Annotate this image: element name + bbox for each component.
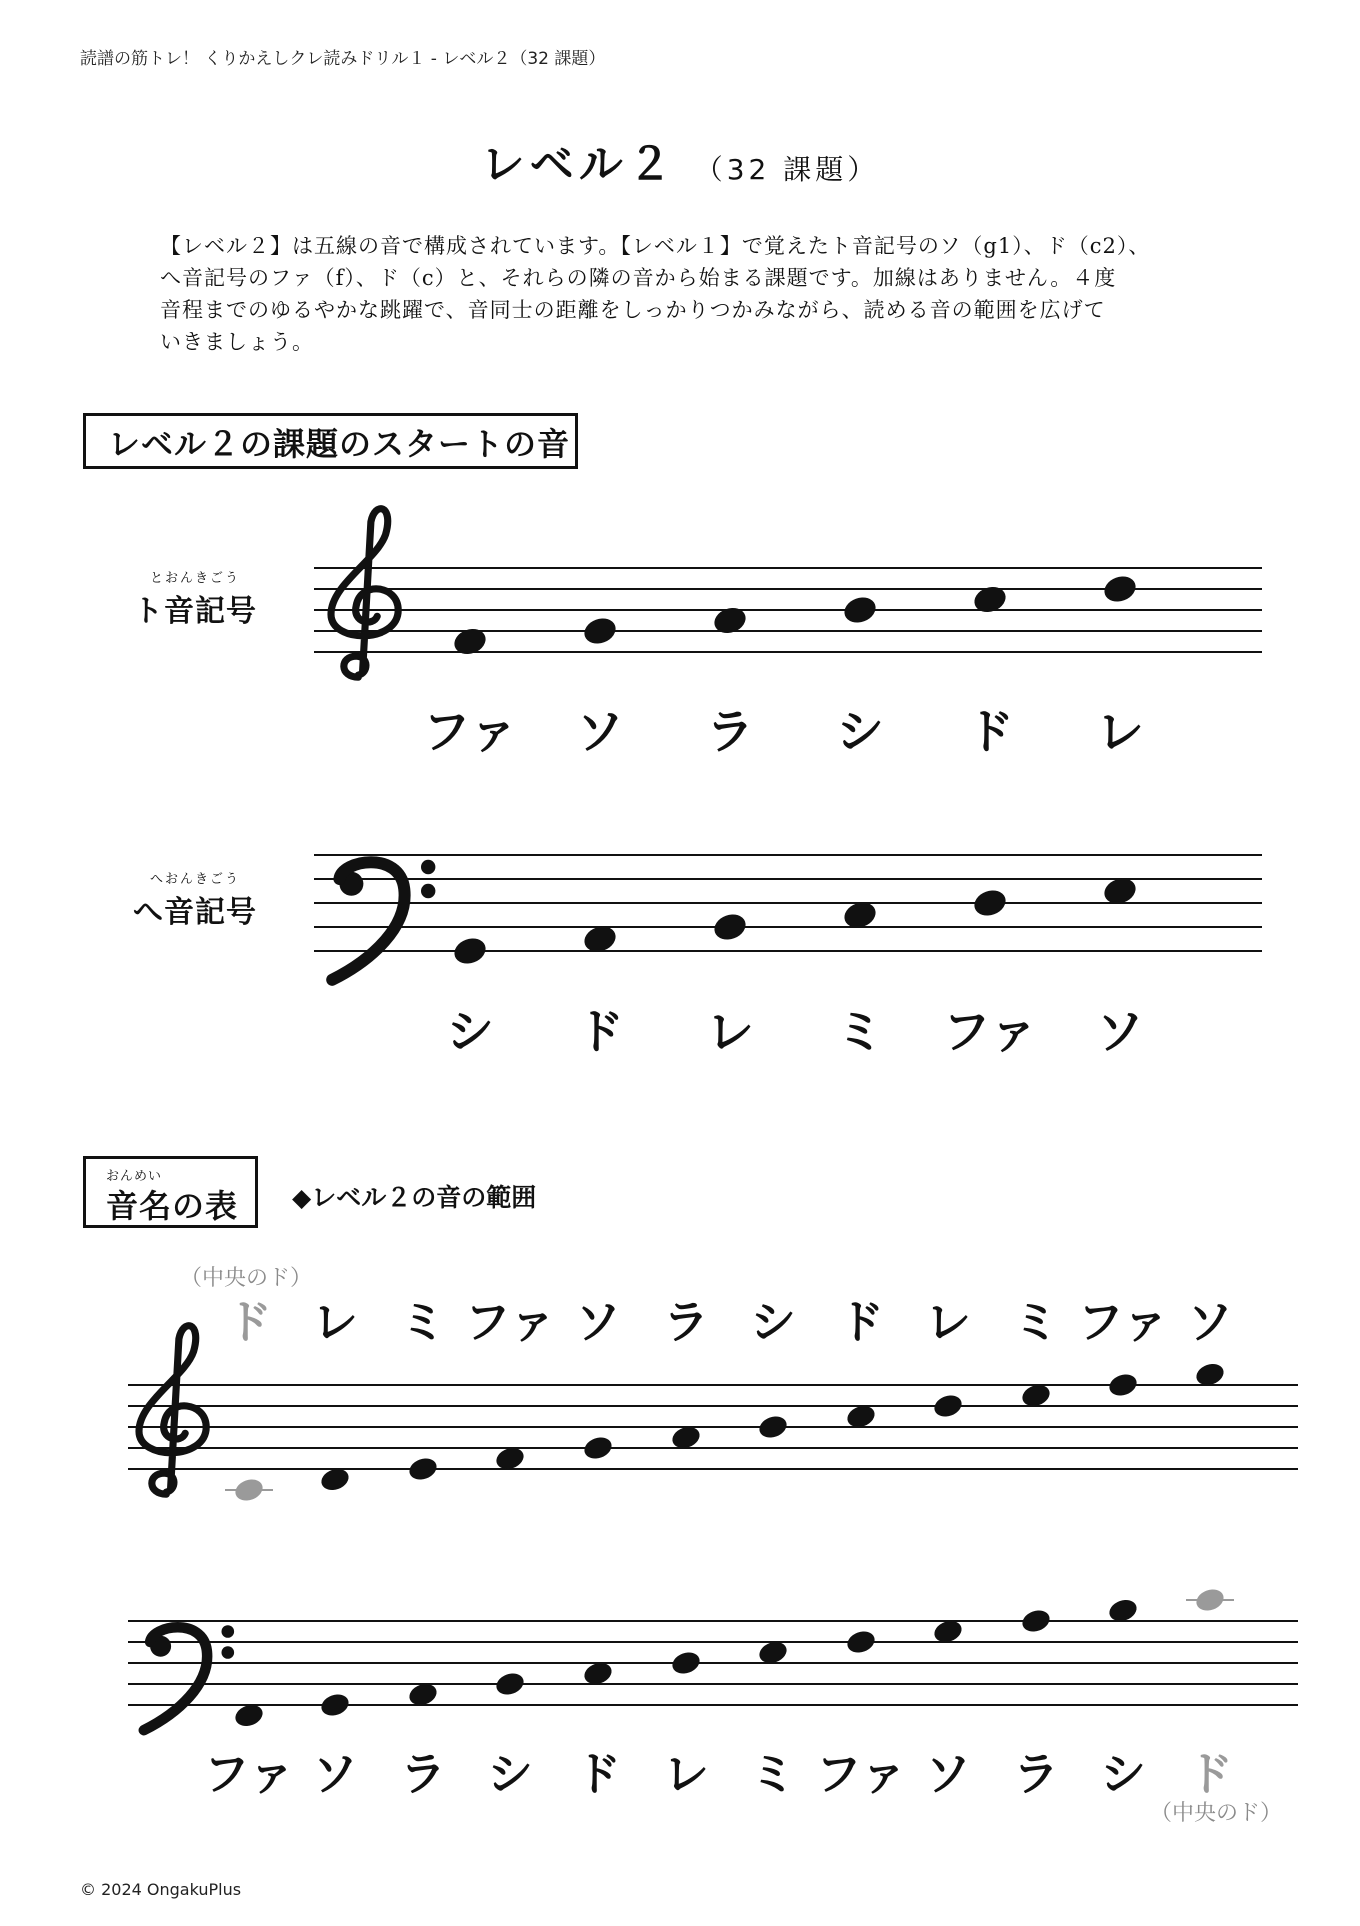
- copyright: © 2024 OngakuPlus: [80, 1880, 242, 1899]
- note-name-label: ド: [1187, 1747, 1233, 1801]
- note-head: [711, 910, 749, 943]
- note-name-label: ミ: [835, 1004, 885, 1060]
- bass-clef-icon-dot-upper: [421, 860, 435, 874]
- note-name-label: シ: [835, 704, 885, 760]
- note-name-label: ソ: [575, 704, 625, 760]
- note-head: [451, 625, 489, 658]
- note-name-label: ソ: [1187, 1295, 1233, 1349]
- middle-c-label: （中央のド）: [179, 1266, 313, 1291]
- treble-clef-name: ト音記号: [133, 594, 257, 629]
- note-name-label: レ: [705, 1004, 755, 1060]
- treble-start-staff: [314, 509, 1262, 760]
- note-name-label: ラ: [663, 1295, 709, 1349]
- note-name-label: ソ: [312, 1747, 358, 1801]
- note-name-label: ミ: [1013, 1295, 1059, 1349]
- title-main: レベル２: [480, 139, 677, 190]
- bass-clef-icon-dot-lower: [421, 884, 435, 898]
- intro-line: 【レベル２】は五線の音で構成されています。【レベル１】で覚えたト音記号のソ（g1）、ド（c2）、: [160, 234, 1151, 258]
- note-name-label: ド: [226, 1295, 272, 1349]
- note-name-label: ソ: [575, 1295, 621, 1349]
- note-name-label: ド: [838, 1295, 884, 1349]
- note-head: [1106, 1371, 1139, 1399]
- note-name-label: レ: [312, 1295, 358, 1349]
- note-head: [756, 1413, 789, 1441]
- middle-c-note: [1193, 1586, 1226, 1614]
- note-name-label: ファ: [1077, 1295, 1169, 1349]
- note-head: [493, 1670, 526, 1698]
- bass-clef-icon-dot-upper: [222, 1625, 235, 1638]
- middle-c-note: [232, 1476, 265, 1504]
- intro-line: 音程までのゆるやかな跳躍で、音同士の距離をしっかりつかみながら、読める音の範囲を広げて: [160, 298, 1106, 322]
- note-name-label: ミ: [400, 1295, 446, 1349]
- treble-range-staff: [128, 1266, 1298, 1504]
- note-name-label: ソ: [925, 1747, 971, 1801]
- note-head: [931, 1392, 964, 1420]
- note-head: [406, 1455, 439, 1483]
- note-head: [844, 1628, 877, 1656]
- note-name-label: シ: [750, 1295, 796, 1349]
- treble-clef-ruby: とおんきごう: [149, 571, 240, 586]
- title-sub: （32 課題）: [694, 153, 880, 186]
- intro-line: いきましょう。: [160, 330, 314, 354]
- note-name-label: ラ: [400, 1747, 446, 1801]
- note-name-label: レ: [925, 1295, 971, 1349]
- note-name-label: レ: [1095, 704, 1145, 760]
- note-head: [451, 934, 489, 967]
- note-head: [581, 1434, 614, 1462]
- note-name-label: ド: [575, 1747, 621, 1801]
- section-heading-start-notes: レベル２の課題のスタートの音: [83, 413, 578, 469]
- bass-start-staff: [314, 855, 1262, 1060]
- middle-c-label: （中央のド）: [1149, 1801, 1283, 1826]
- note-name-label: シ: [445, 1004, 495, 1060]
- note-head: [1019, 1607, 1052, 1635]
- note-name-label: ファ: [815, 1747, 907, 1801]
- note-name-label: ファ: [942, 1004, 1038, 1060]
- note-name-label: ラ: [1013, 1747, 1059, 1801]
- note-name-label: レ: [663, 1747, 709, 1801]
- note-head: [711, 604, 749, 637]
- note-head: [841, 593, 879, 626]
- note-name-label: ソ: [1095, 1004, 1145, 1060]
- note-head: [971, 583, 1009, 616]
- note-name-label: ド: [575, 1004, 625, 1060]
- bass-range-staff: [128, 1586, 1298, 1826]
- note-name-label: シ: [487, 1747, 533, 1801]
- note-head: [971, 886, 1009, 919]
- note-name-label: ド: [965, 704, 1015, 760]
- range-label: ◆レベル２の音の範囲: [292, 1183, 537, 1212]
- bass-clef-icon-dot-lower: [222, 1646, 235, 1659]
- running-header: 読譜の筋トレ！ くりかえしクレ読みドリル１ - レベル２（32 課題）: [80, 49, 606, 69]
- note-head: [318, 1691, 351, 1719]
- note-name-label: ラ: [705, 704, 755, 760]
- note-head: [1101, 572, 1139, 605]
- note-name-label: ファ: [464, 1295, 556, 1349]
- note-head: [669, 1649, 702, 1677]
- note-name-label: シ: [1100, 1747, 1146, 1801]
- note-name-label: ファ: [203, 1747, 295, 1801]
- bass-clef-ruby: へおんきごう: [149, 872, 240, 887]
- intro-line: へ音記号のファ（f）、ド（c）と、それらの隣の音から始まる課題です。加線はありません。４度: [160, 266, 1117, 290]
- note-names-ruby: おんめい: [106, 1169, 163, 1184]
- note-name-label: ファ: [422, 704, 518, 760]
- note-head: [581, 614, 619, 647]
- bass-clef-name: へ音記号: [133, 895, 257, 930]
- note-name-label: ミ: [750, 1747, 796, 1801]
- note-names-title: 音名の表: [106, 1187, 239, 1225]
